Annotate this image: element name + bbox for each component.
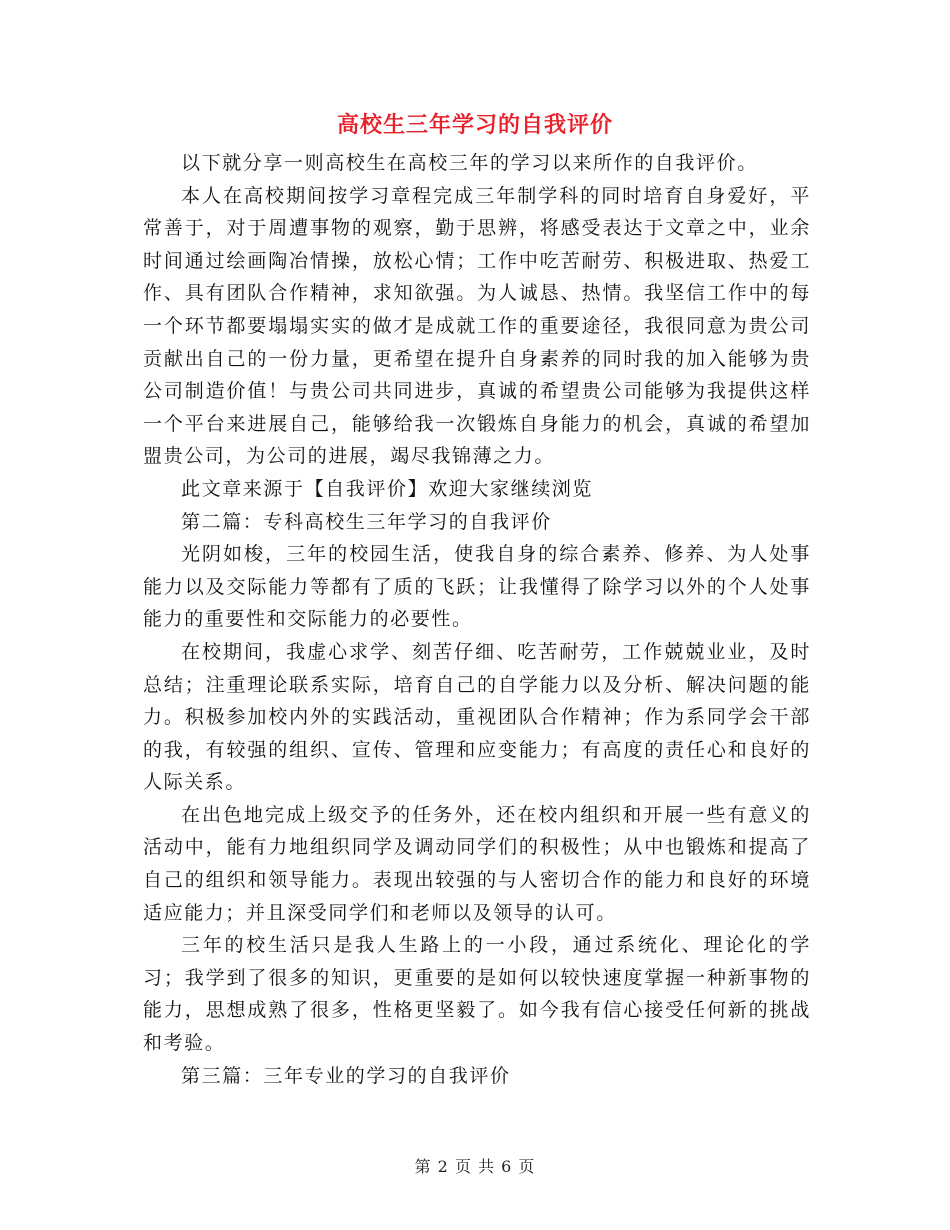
paragraph-source-note: 此文章来源于【自我评价】欢迎大家继续浏览 <box>181 477 594 500</box>
paragraph-three-years: 三年的校生活只是我人生路上的一小段，通过系统化、理论化的学习；我学到了很多的知识，更重要的是如何以较快速度掌握一种新事物的能力，思想成熟了很多，性格更坚毅了。如今我有信心接受任何新的挑战和考验。 <box>143 934 811 1055</box>
paragraph-during-school: 在校期间，我虚心求学、刻苦仔细、吃苦耐劳，工作兢兢业业，及时总结；注重理论联系实际，培育自己的自学能力以及分析、解决问题的能力。积极参加校内外的实践活动，重视团队合作精神；作为系同学会干部的我，有较强的组织、宣传、管理和应变能力；有高度的责任心和良好的人际关系。 <box>143 640 811 794</box>
paragraph-campus-life: 光阴如梭，三年的校园生活，使我自身的综合素养、修养、为人处事能力以及交际能力等都有了质的飞跃；让我懂得了除学习以外的个人处事能力的重要性和交际能力的必要性。 <box>143 543 811 631</box>
document-body <box>143 147 811 1092</box>
document-title: 高校生三年学习的自我评价 <box>336 112 613 138</box>
page-footer: 第 2 页 共 6 页 <box>414 1157 536 1176</box>
paragraph-intro: 以下就分享一则高校生在高校三年的学习以来所作的自我评价。 <box>181 152 758 174</box>
paragraph-self-evaluation: 本人在高校期间按学习章程完成三年制学科的同时培育自身爱好，平常善于，对于周遭事物的观察，勤于思辨，将感受表达于文章之中，业余时间通过绘画陶冶情操，放松心情；工作中吃苦耐劳、积极进取、热爱工作、具有团队合作精神，求知欲强。为人诚恳、热情。我坚信工作中的每一个环节都要塌塌实实的做才是成就工作的重要途径，我很同意为贵公司贡献出自己的一份力量，更希望在提升自身素养的同时我的加入能够为贵公司制造价值！与贵公司共同进步，真诚的希望贵公司能够为我提供这样一个平台来进展自己，能够给我一次锻炼自身能力的机会，真诚的希望加盟贵公司，为公司的进展，竭尽我锦薄之力。 <box>143 184 811 468</box>
section-heading-second: 第二篇：专科高校生三年学习的自我评价 <box>181 510 552 533</box>
paragraph-organization: 在出色地完成上级交予的任务外，还在校内组织和开展一些有意义的活动中，能有力地组织同学及调动同学们的积极性；从中也锻炼和提高了自己的组织和领导能力。表现出较强的与人密切合作的能力和良好的环境适应能力；并且深受同学们和老师以及领导的认可。 <box>143 803 811 924</box>
section-heading-third: 第三篇：三年专业的学习的自我评价 <box>181 1064 511 1087</box>
